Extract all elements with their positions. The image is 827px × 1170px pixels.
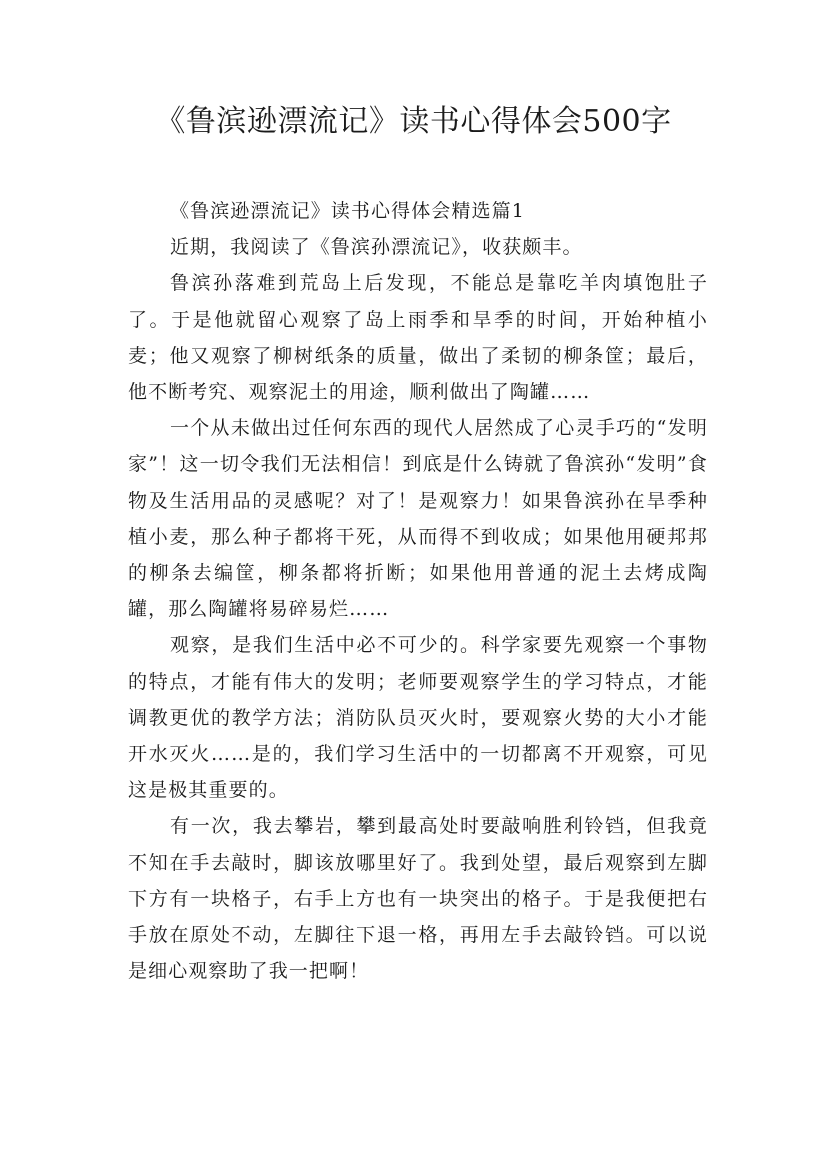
paragraph: 一个从未做出过任何东西的现代人居然成了心灵手巧的“发明家”！这一切令我们无法相信！到底是什么铸就了鲁滨孙“发明”食物及生活用品的灵感呢？对了！是观察力！如果鲁滨孙在旱季种植小麦，那么种子都将干死，从而得不到收成；如果他用硬邦邦的柳条去编筐，柳条都将折断；如果他用普通的泥土去烤成陶罐，那么陶罐将易碎易烂…… (128, 417, 708, 621)
section-heading: 《鲁滨逊漂流记》读书心得体会精选篇1 (170, 200, 525, 222)
paragraph: 近期，我阅读了《鲁滨孙漂流记》，收获颇丰。 (170, 236, 583, 259)
paragraph: 观察，是我们生活中必不可少的。科学家要先观察一个事物的特点，才能有伟大的发明；老师要观察学生的学习特点，才能调教更优的教学方法；消防队员灭火时，要观察火势的大小才能开水灭火……是的，我们学习生活中的一切都离不开观察，可见这是极其重要的。 (128, 634, 708, 802)
paragraph: 有一次，我去攀岩，攀到最高处时要敲响胜利铃铛，但我竟不知在手去敲时，脚该放哪里好了。我到处望，最后观察到左脚下方有一块格子，右手上方也有一块突出的格子。于是我便把右手放在原处不动，左脚往下退一格，再用左手去敲铃铛。可以说是细心观察助了我一把啊！ (128, 815, 708, 983)
paragraph: 鲁滨孙落难到荒岛上后发现，不能总是靠吃羊肉填饱肚子了。于是他就留心观察了岛上雨季和旱季的时间，开始种植小麦；他又观察了柳树纸条的质量，做出了柔韧的柳条筐；最后，他不断考究、观察泥土的用途，顺利做出了陶罐…… (128, 272, 708, 404)
document-body (128, 193, 708, 989)
document-title: 《鲁滨逊漂流记》读书心得体会500字 (155, 104, 672, 139)
